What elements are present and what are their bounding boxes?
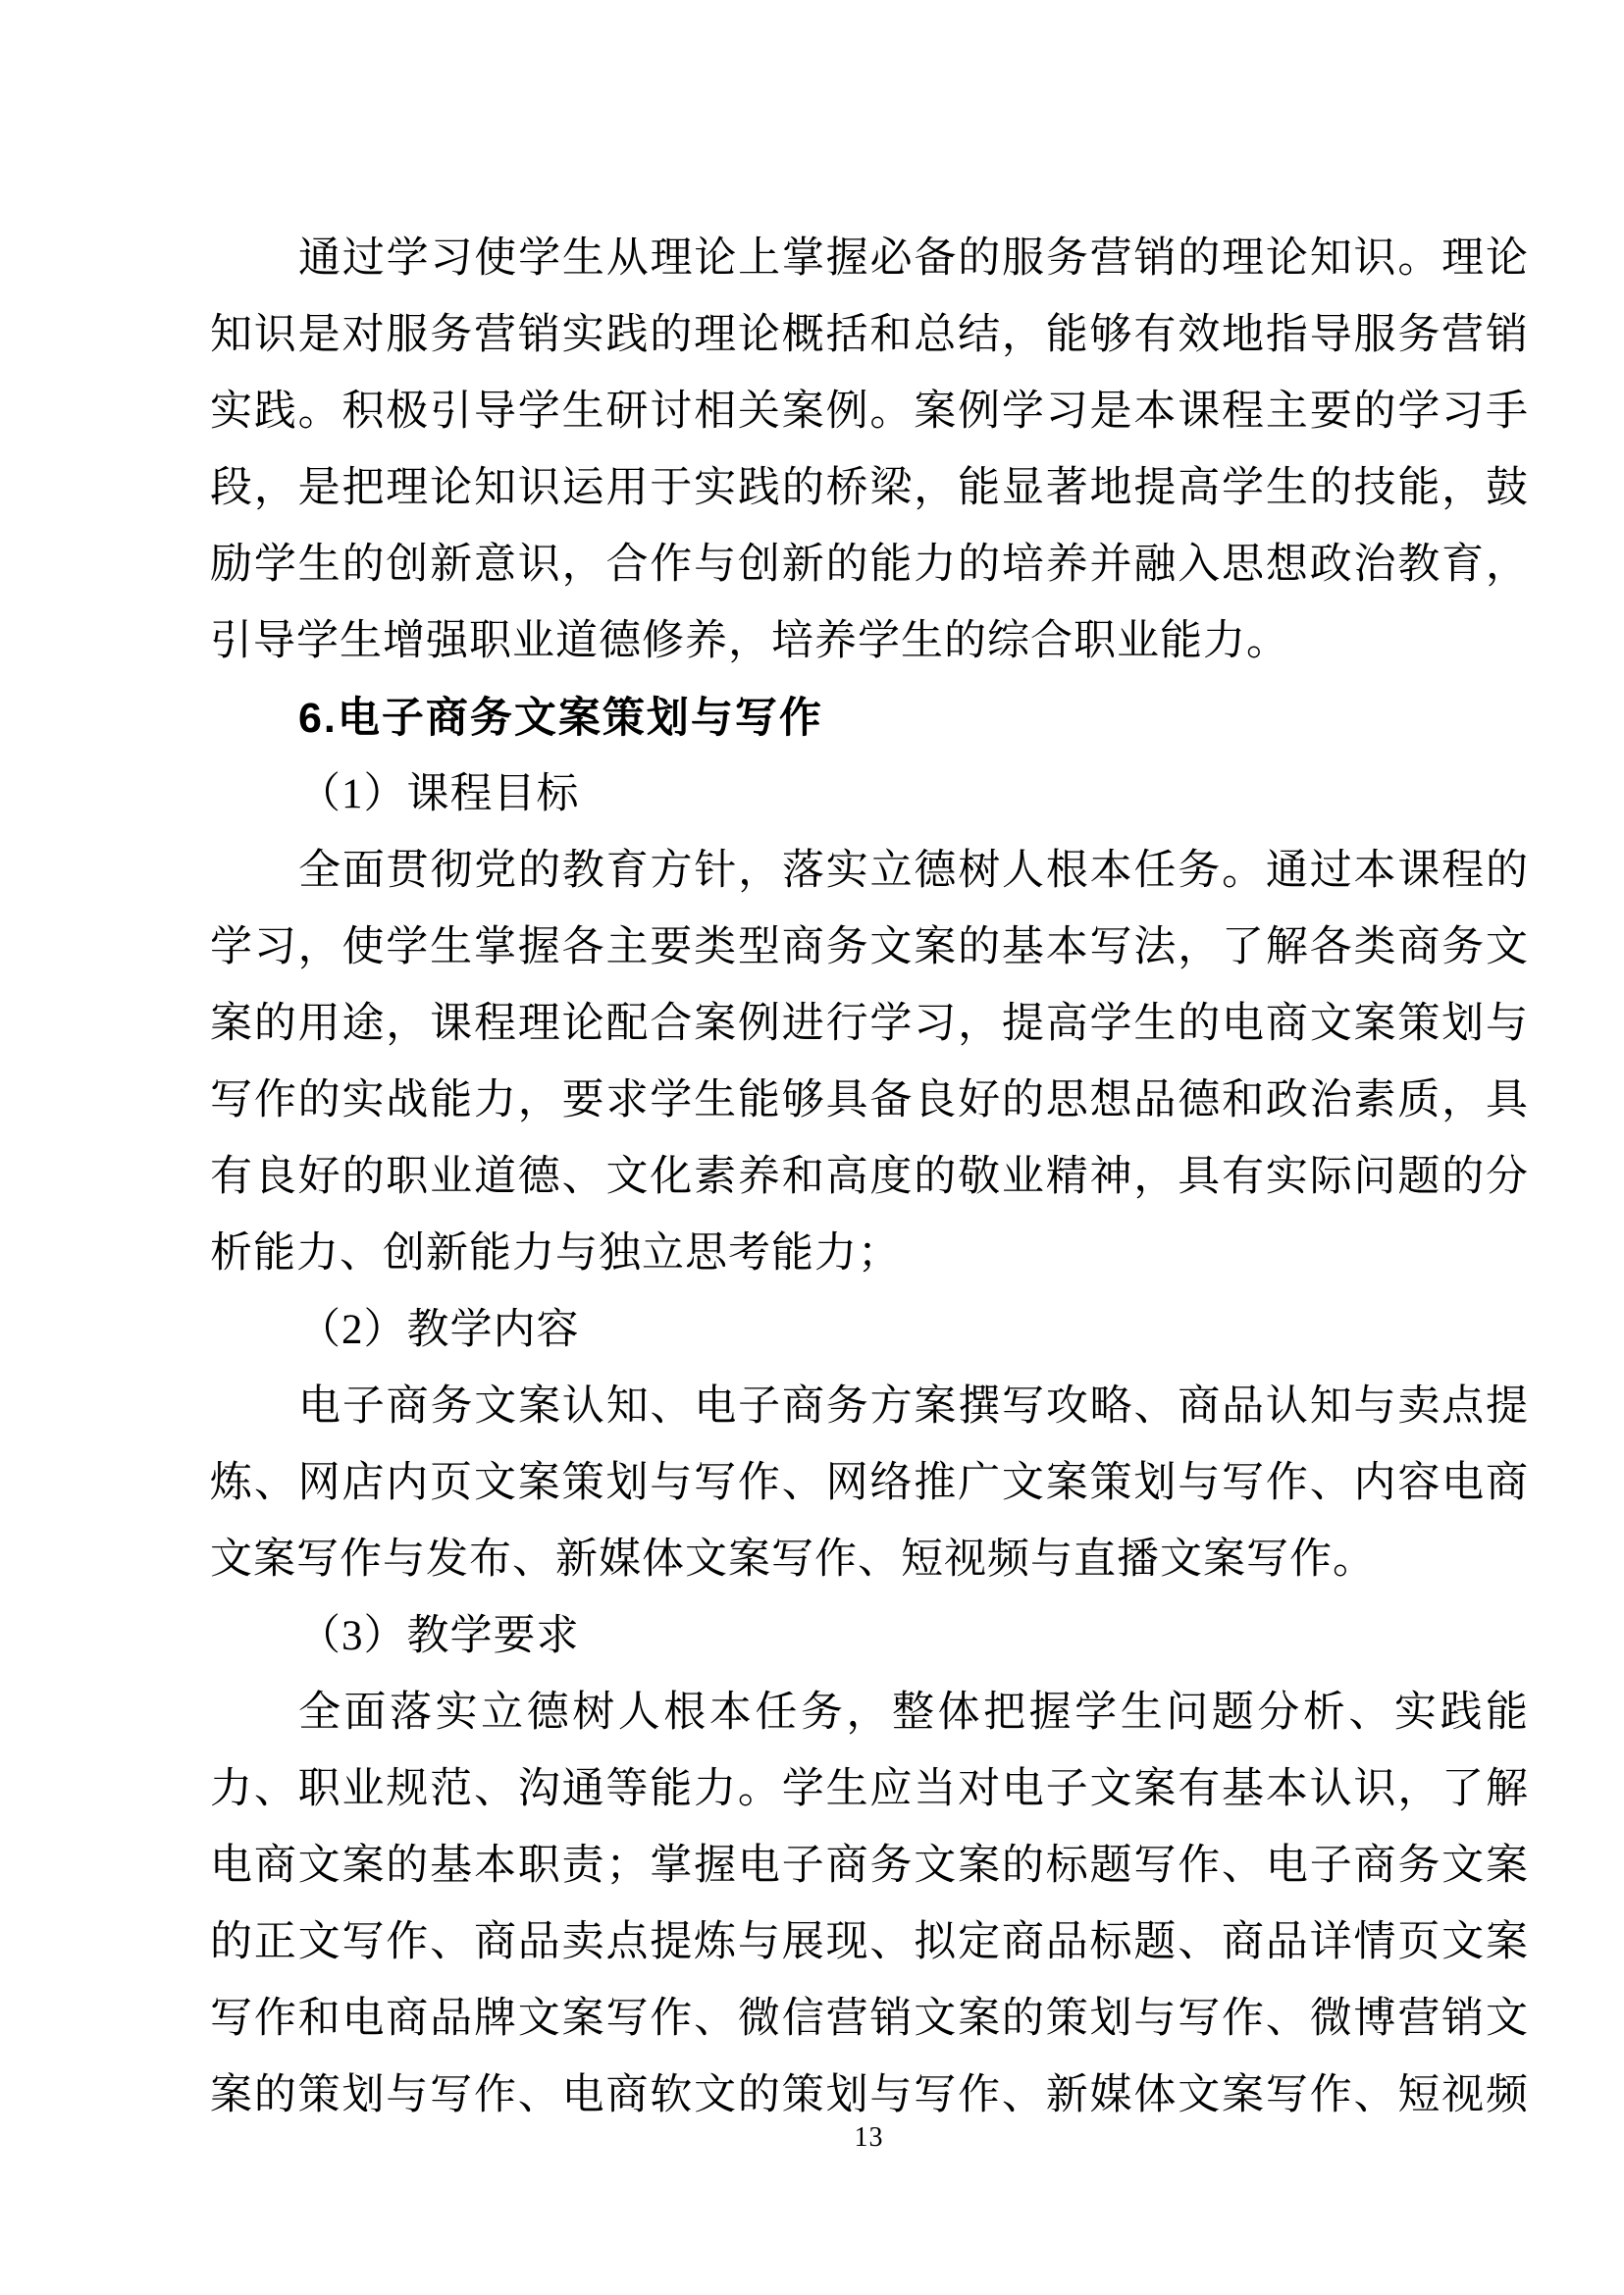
text-line: 电商文案的基本职责；掌握电子商务文案的标题写作、电子商务文案 xyxy=(210,1843,1528,1889)
document-text xyxy=(210,221,1528,2134)
text-line: 写作和电商品牌文案写作、微信营销文案的策划与写作、微博营销文 xyxy=(210,1996,1528,2042)
text-line: 段，是把理论知识运用于实践的桥梁，能显著地提高学生的技能，鼓 xyxy=(210,465,1528,511)
text-line: 案的策划与写作、电商软文的策划与写作、新媒体文案写作、短视频 xyxy=(210,2072,1528,2118)
page-number: 13 xyxy=(854,2122,884,2153)
section-heading: 6.电子商务文案策划与写作 xyxy=(298,695,823,742)
text-line: 引导学生增强职业道德修养，培养学生的综合职业能力。 xyxy=(210,618,1289,664)
text-line: 力、职业规范、沟通等能力。学生应当对电子文案有基本认识，了解 xyxy=(210,1766,1528,1812)
text-line: 励学生的创新意识，合作与创新的能力的培养并融入思想政治教育， xyxy=(210,542,1528,588)
text-line: 析能力、创新能力与独立思考能力； xyxy=(210,1230,901,1277)
text-line: 炼、网店内页文案策划与写作、网络推广文案策划与写作、内容电商 xyxy=(210,1460,1528,1506)
text-line: 文案写作与发布、新媒体文案写作、短视频与直播文案写作。 xyxy=(210,1537,1376,1583)
text-line: 全面贯彻党的教育方针，落实立德树人根本任务。通过本课程的 xyxy=(298,848,1528,894)
text-line: （2）教学内容 xyxy=(298,1307,580,1353)
text-line: 有良好的职业道德、文化素养和高度的敬业精神，具有实际问题的分 xyxy=(210,1154,1528,1200)
text-line: 学习，使学生掌握各主要类型商务文案的基本写法，了解各类商务文 xyxy=(210,924,1528,970)
text-line: 全面落实立德树人根本任务，整体把握学生问题分析、实践能 xyxy=(298,1690,1528,1736)
text-line: 的正文写作、商品卖点提炼与展现、拟定商品标题、商品详情页文案 xyxy=(210,1919,1528,1965)
text-line: （1）课程目标 xyxy=(298,771,580,817)
text-line: 知识是对服务营销实践的理论概括和总结，能够有效地指导服务营销 xyxy=(210,312,1528,358)
text-line: 通过学习使学生从理论上掌握必备的服务营销的理论知识。理论 xyxy=(298,235,1528,282)
text-line: 写作的实战能力，要求学生能够具备良好的思想品德和政治素质，具 xyxy=(210,1077,1528,1123)
text-line: 实践。积极引导学生研讨相关案例。案例学习是本课程主要的学习手 xyxy=(210,389,1528,435)
text-line: （3）教学要求 xyxy=(298,1613,580,1659)
text-line: 案的用途，课程理论配合案例进行学习，提高学生的电商文案策划与 xyxy=(210,1001,1528,1047)
text-line: 电子商务文案认知、电子商务方案撰写攻略、商品认知与卖点提 xyxy=(298,1383,1528,1430)
